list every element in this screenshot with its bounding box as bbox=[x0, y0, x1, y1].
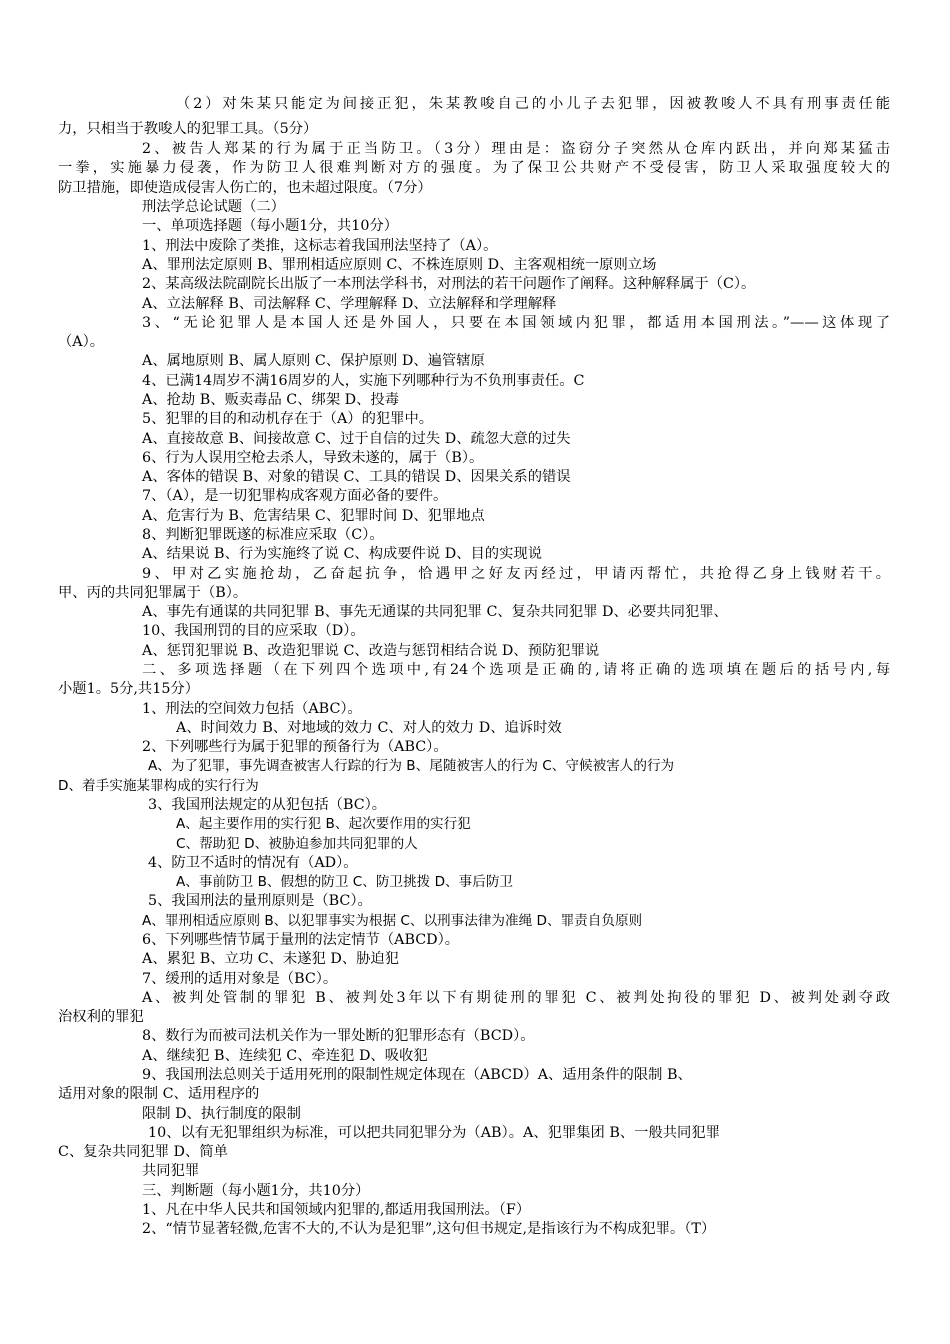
options: 治权利的罪犯 bbox=[58, 1009, 144, 1025]
question: 2、“情节显著轻微,危害不大的,不认为是犯罪”,这句但书规定,是指该行为不构成犯罪。（T） bbox=[142, 1221, 716, 1237]
options: D、着手实施某罪构成的实行行为 bbox=[58, 778, 259, 794]
question: 4、已满14周岁不满16周岁的人，实施下列哪种行为不负刑事责任。C bbox=[142, 373, 585, 389]
question: 1、刑法中废除了类推，这标志着我国刑法坚持了（A）。 bbox=[142, 238, 498, 254]
question: 4、防卫不适时的情况有（AD）。 bbox=[148, 855, 358, 871]
options: A、罪刑法定原则 B、罪刑相适应原则 C、不株连原则 D、主客观相统一原则立场 bbox=[142, 257, 657, 273]
options: A、继续犯 B、连续犯 C、牵连犯 D、吸收犯 bbox=[142, 1048, 428, 1064]
options: 适用对象的限制 C、适用程序的 bbox=[58, 1086, 260, 1102]
question: 8、数行为而被司法机关作为一罪处断的犯罪形态有（BCD）。 bbox=[142, 1028, 535, 1044]
options: A、被判处管制的罪犯 B、被判处3年以下有期徒刑的罪犯 C、被判处拘役的罪犯 D、被判处剥夺政 bbox=[142, 990, 890, 1006]
question: 甲、丙的共同犯罪属于（B）。 bbox=[58, 585, 248, 601]
options: C、复杂共同犯罪 D、简单 bbox=[58, 1144, 228, 1160]
question: 10、以有无犯罪组织为标准，可以把共同犯罪分为（AB）。A、犯罪集团 B、一般共同犯罪 bbox=[148, 1125, 720, 1141]
text-line: 力，只相当于教唆人的犯罪工具。（5分） bbox=[58, 121, 318, 137]
question: 7、缓刑的适用对象是（BC）。 bbox=[142, 971, 338, 987]
question: 9、甲对乙实施抢劫，乙奋起抗争，恰遇甲之好友丙经过，甲请丙帮忙，共抢得乙身上钱财若干。 bbox=[142, 566, 890, 582]
section-heading: 三、判断题（每小题1分，共10分） bbox=[142, 1183, 370, 1199]
options: A、时间效力 B、对地域的效力 C、对人的效力 D、追诉时效 bbox=[176, 720, 562, 736]
options: A、惩罚犯罪说 B、改造犯罪说 C、改造与惩罚相结合说 D、预防犯罪说 bbox=[142, 643, 600, 659]
options: 限制 D、执行制度的限制 bbox=[142, 1106, 301, 1122]
question: 3、我国刑法规定的从犯包括（BC）。 bbox=[148, 797, 387, 813]
options: 共同犯罪 bbox=[142, 1163, 200, 1179]
text-line: 2、被告人郑某的行为属于正当防卫。（3分）理由是：盗窃分子突然从仓库内跃出，并向郑某猛击 bbox=[142, 141, 890, 157]
options: A、属地原则 B、属人原则 C、保护原则 D、遍管辖原 bbox=[142, 353, 485, 369]
options: A、危害行为 B、危害结果 C、犯罪时间 D、犯罪地点 bbox=[142, 508, 485, 524]
question: 1、刑法的空间效力包括（ABC）。 bbox=[142, 701, 362, 717]
options: C、帮助犯 D、被胁迫参加共同犯罪的人 bbox=[176, 836, 418, 852]
options: A、客体的错误 B、对象的错误 C、工具的错误 D、因果关系的错误 bbox=[142, 469, 571, 485]
options: A、事前防卫 B、假想的防卫 C、防卫挑拨 D、事后防卫 bbox=[176, 874, 514, 890]
question: （A）。 bbox=[58, 334, 105, 350]
question: 2、某高级法院副院长出版了一本刑法学科书，对刑法的若干问题作了阐释。这种解释属于（C）。 bbox=[142, 276, 756, 292]
section-heading: 一、单项选择题（每小题1分，共10分） bbox=[142, 218, 399, 234]
question: 1、凡在中华人民共和国领域内犯罪的,都适用我国刑法。（F） bbox=[142, 1202, 531, 1218]
question: 8、判断犯罪既遂的标准应采取（C）。 bbox=[142, 527, 384, 543]
options: A、罪刑相适应原则 B、以犯罪事实为根据 C、以刑事法律为准绳 D、罪责自负原则 bbox=[142, 913, 643, 929]
question: 2、下列哪些行为属于犯罪的预备行为（ABC）。 bbox=[142, 739, 448, 755]
question: 5、犯罪的目的和动机存在于（A）的犯罪中。 bbox=[142, 411, 434, 427]
question: 6、行为人误用空枪去杀人，导致未遂的，属于（B）。 bbox=[142, 450, 484, 466]
options: A、抢劫 B、贩卖毒品 C、绑架 D、投毒 bbox=[142, 392, 400, 408]
question: 9、我国刑法总则关于适用死刑的限制性规定体现在（ABCD）A、适用条件的限制 B、 bbox=[142, 1067, 692, 1083]
question: 10、我国刑罚的目的应采取（D）。 bbox=[142, 623, 365, 639]
text-line: （2）对朱某只能定为间接正犯，朱某教唆自己的小儿子去犯罪，因被教唆人不具有刑事责任能 bbox=[176, 96, 890, 112]
options: A、累犯 B、立功 C、未遂犯 D、胁迫犯 bbox=[142, 951, 400, 967]
section-title: 刑法学总论试题（二） bbox=[142, 199, 285, 215]
question: 5、我国刑法的量刑原则是（BC）。 bbox=[148, 893, 372, 909]
options: A、事先有通谋的共同犯罪 B、事先无通谋的共同犯罪 C、复杂共同犯罪 D、必要共同犯罪、 bbox=[142, 604, 728, 620]
options: A、立法解释 B、司法解释 C、学理解释 D、立法解释和学理解释 bbox=[142, 296, 557, 312]
options: A、直接故意 B、间接故意 C、过于自信的过失 D、疏忽大意的过失 bbox=[142, 431, 571, 447]
question: 7、（A），是一切犯罪构成客观方面必备的要件。 bbox=[142, 488, 448, 504]
options: A、结果说 B、行为实施终了说 C、构成要件说 D、目的实现说 bbox=[142, 546, 542, 562]
text-line: 一拳，实施暴力侵袭，作为防卫人很难判断对方的强度。为了保卫公共财产不受侵害，防卫人采取强度较大的 bbox=[58, 160, 890, 176]
section-heading: 小题1。5分,共15分） bbox=[58, 681, 200, 697]
options: A、为了犯罪，事先调查被害人行踪的行为 B、尾随被害人的行为 C、守候被害人的行为 bbox=[148, 758, 675, 774]
section-heading: 二、多项选择题（在下列四个选项中,有24个选项是正确的,请将正确的选项填在题后的括号内,每 bbox=[142, 662, 890, 678]
question: 6、下列哪些情节属于量刑的法定情节（ABCD）。 bbox=[142, 932, 460, 948]
text-line: 防卫措施，即使造成侵害人伤亡的，也未超过限度。（7分） bbox=[58, 180, 432, 196]
question: 3、“无论犯罪人是本国人还是外国人，只要在本国领域内犯罪，都适用本国刑法。”——这体现了 bbox=[142, 315, 890, 331]
options: A、起主要作用的实行犯 B、起次要作用的实行犯 bbox=[176, 816, 471, 832]
